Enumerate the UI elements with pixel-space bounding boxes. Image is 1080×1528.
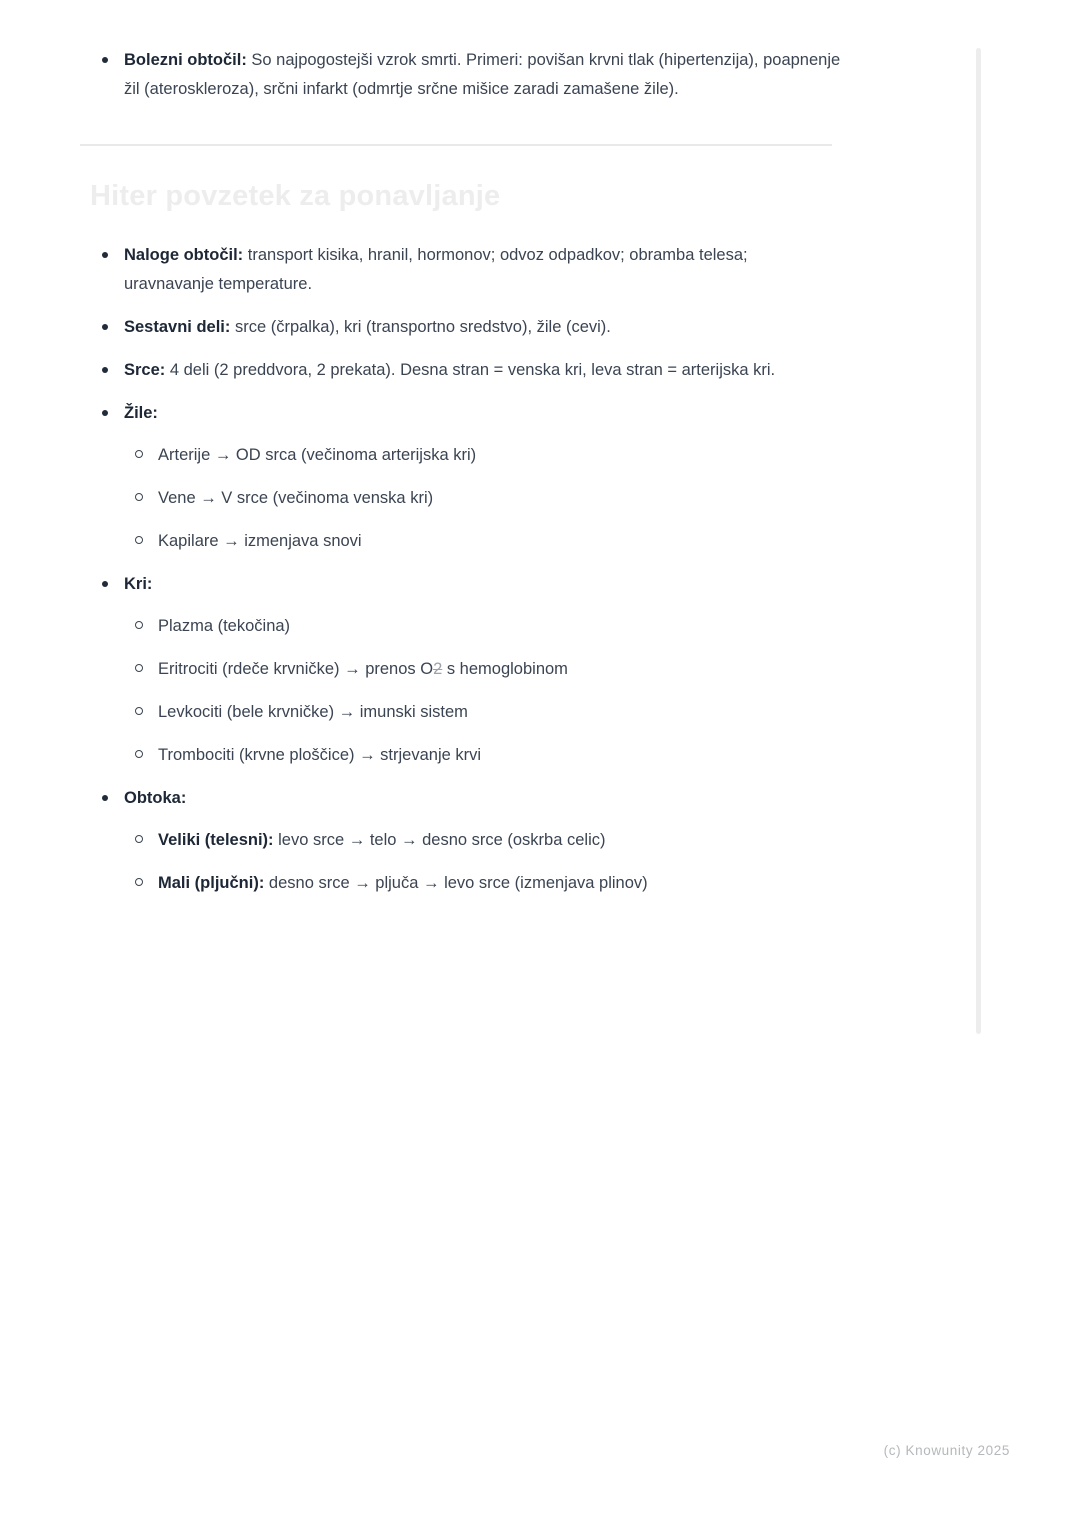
sublist-item <box>124 655 842 684</box>
item-label: Sestavni deli: <box>124 318 231 336</box>
sublist-item <box>124 869 842 898</box>
item-text: Eritrociti (rdeče krvničke) → prenos O <box>158 660 434 678</box>
sublist-item <box>124 484 842 513</box>
item-text: levo srce → telo → desno srce (oskrba celic) <box>273 831 606 849</box>
section-heading: Hiter povzetek za ponavljanje <box>90 180 501 212</box>
item-text: 4 deli (2 preddvora, 2 prekata). Desna stran = venska kri, leva stran = arterijska kri. <box>165 361 776 379</box>
item-label: Žile: <box>124 404 158 422</box>
list-item-zile <box>90 399 842 556</box>
list-item-bolezni <box>90 46 842 104</box>
item-label: Obtoka: <box>124 789 187 807</box>
item-text: So najpogostejši vzrok smrti. Primeri: povišan krvni tlak (hipertenzija), poapnenje žil (ateroskleroza), srčni infarkt (odmrtje srčne mišice zaradi zamašene žile). <box>124 51 841 98</box>
item-text: Arterije → OD srca (večinoma arterijska kri) <box>158 446 477 464</box>
intro-list <box>90 46 842 104</box>
item-text: Vene → V srce (večinoma venska kri) <box>158 489 434 507</box>
copyright-notice: (c) Knowunity 2025 <box>883 1443 1010 1458</box>
item-text: Plazma (tekočina) <box>158 617 291 635</box>
strikethrough-text: 2 <box>433 660 443 678</box>
item-text: desno srce → pljuča → levo srce (izmenjava plinov) <box>264 874 648 892</box>
sublist-item <box>124 698 842 727</box>
scrollbar-thumb[interactable] <box>976 48 981 1034</box>
sublist-item <box>124 741 842 770</box>
item-label: Naloge obtočil: <box>124 246 244 264</box>
sublist-kri <box>124 612 842 770</box>
sublist-item <box>124 527 842 556</box>
sublist-obtoka <box>124 826 842 898</box>
item-label: Srce: <box>124 361 166 379</box>
item-text: Levkociti (bele krvničke) → imunski sistem <box>158 703 468 721</box>
item-text: Trombociti (krvne ploščice) → strjevanje krvi <box>158 746 482 764</box>
list-item-obtoka <box>90 784 842 898</box>
list-item-kri <box>90 570 842 770</box>
item-label: Kri: <box>124 575 153 593</box>
sublist-item <box>124 612 842 641</box>
list-item-naloge <box>90 241 842 299</box>
item-label: Mali (pljučni): <box>158 874 265 892</box>
item-text: transport kisika, hranil, hormonov; odvoz odpadkov; obramba telesa; uravnavanje temperature. <box>124 246 748 293</box>
sublist-zile <box>124 441 842 556</box>
divider <box>80 144 832 146</box>
item-text: s hemoglobinom <box>442 660 568 678</box>
item-text: srce (črpalka), kri (transportno sredstvo), žile (cevi). <box>230 318 611 336</box>
summary-list <box>90 241 842 898</box>
document-page <box>0 0 842 912</box>
sublist-item <box>124 826 842 855</box>
sublist-item <box>124 441 842 470</box>
list-item-sestavni <box>90 313 842 342</box>
item-label: Bolezni obtočil: <box>124 51 247 69</box>
list-item-srce <box>90 356 842 385</box>
item-text: Kapilare → izmenjava snovi <box>158 532 362 550</box>
item-label: Veliki (telesni): <box>158 831 274 849</box>
